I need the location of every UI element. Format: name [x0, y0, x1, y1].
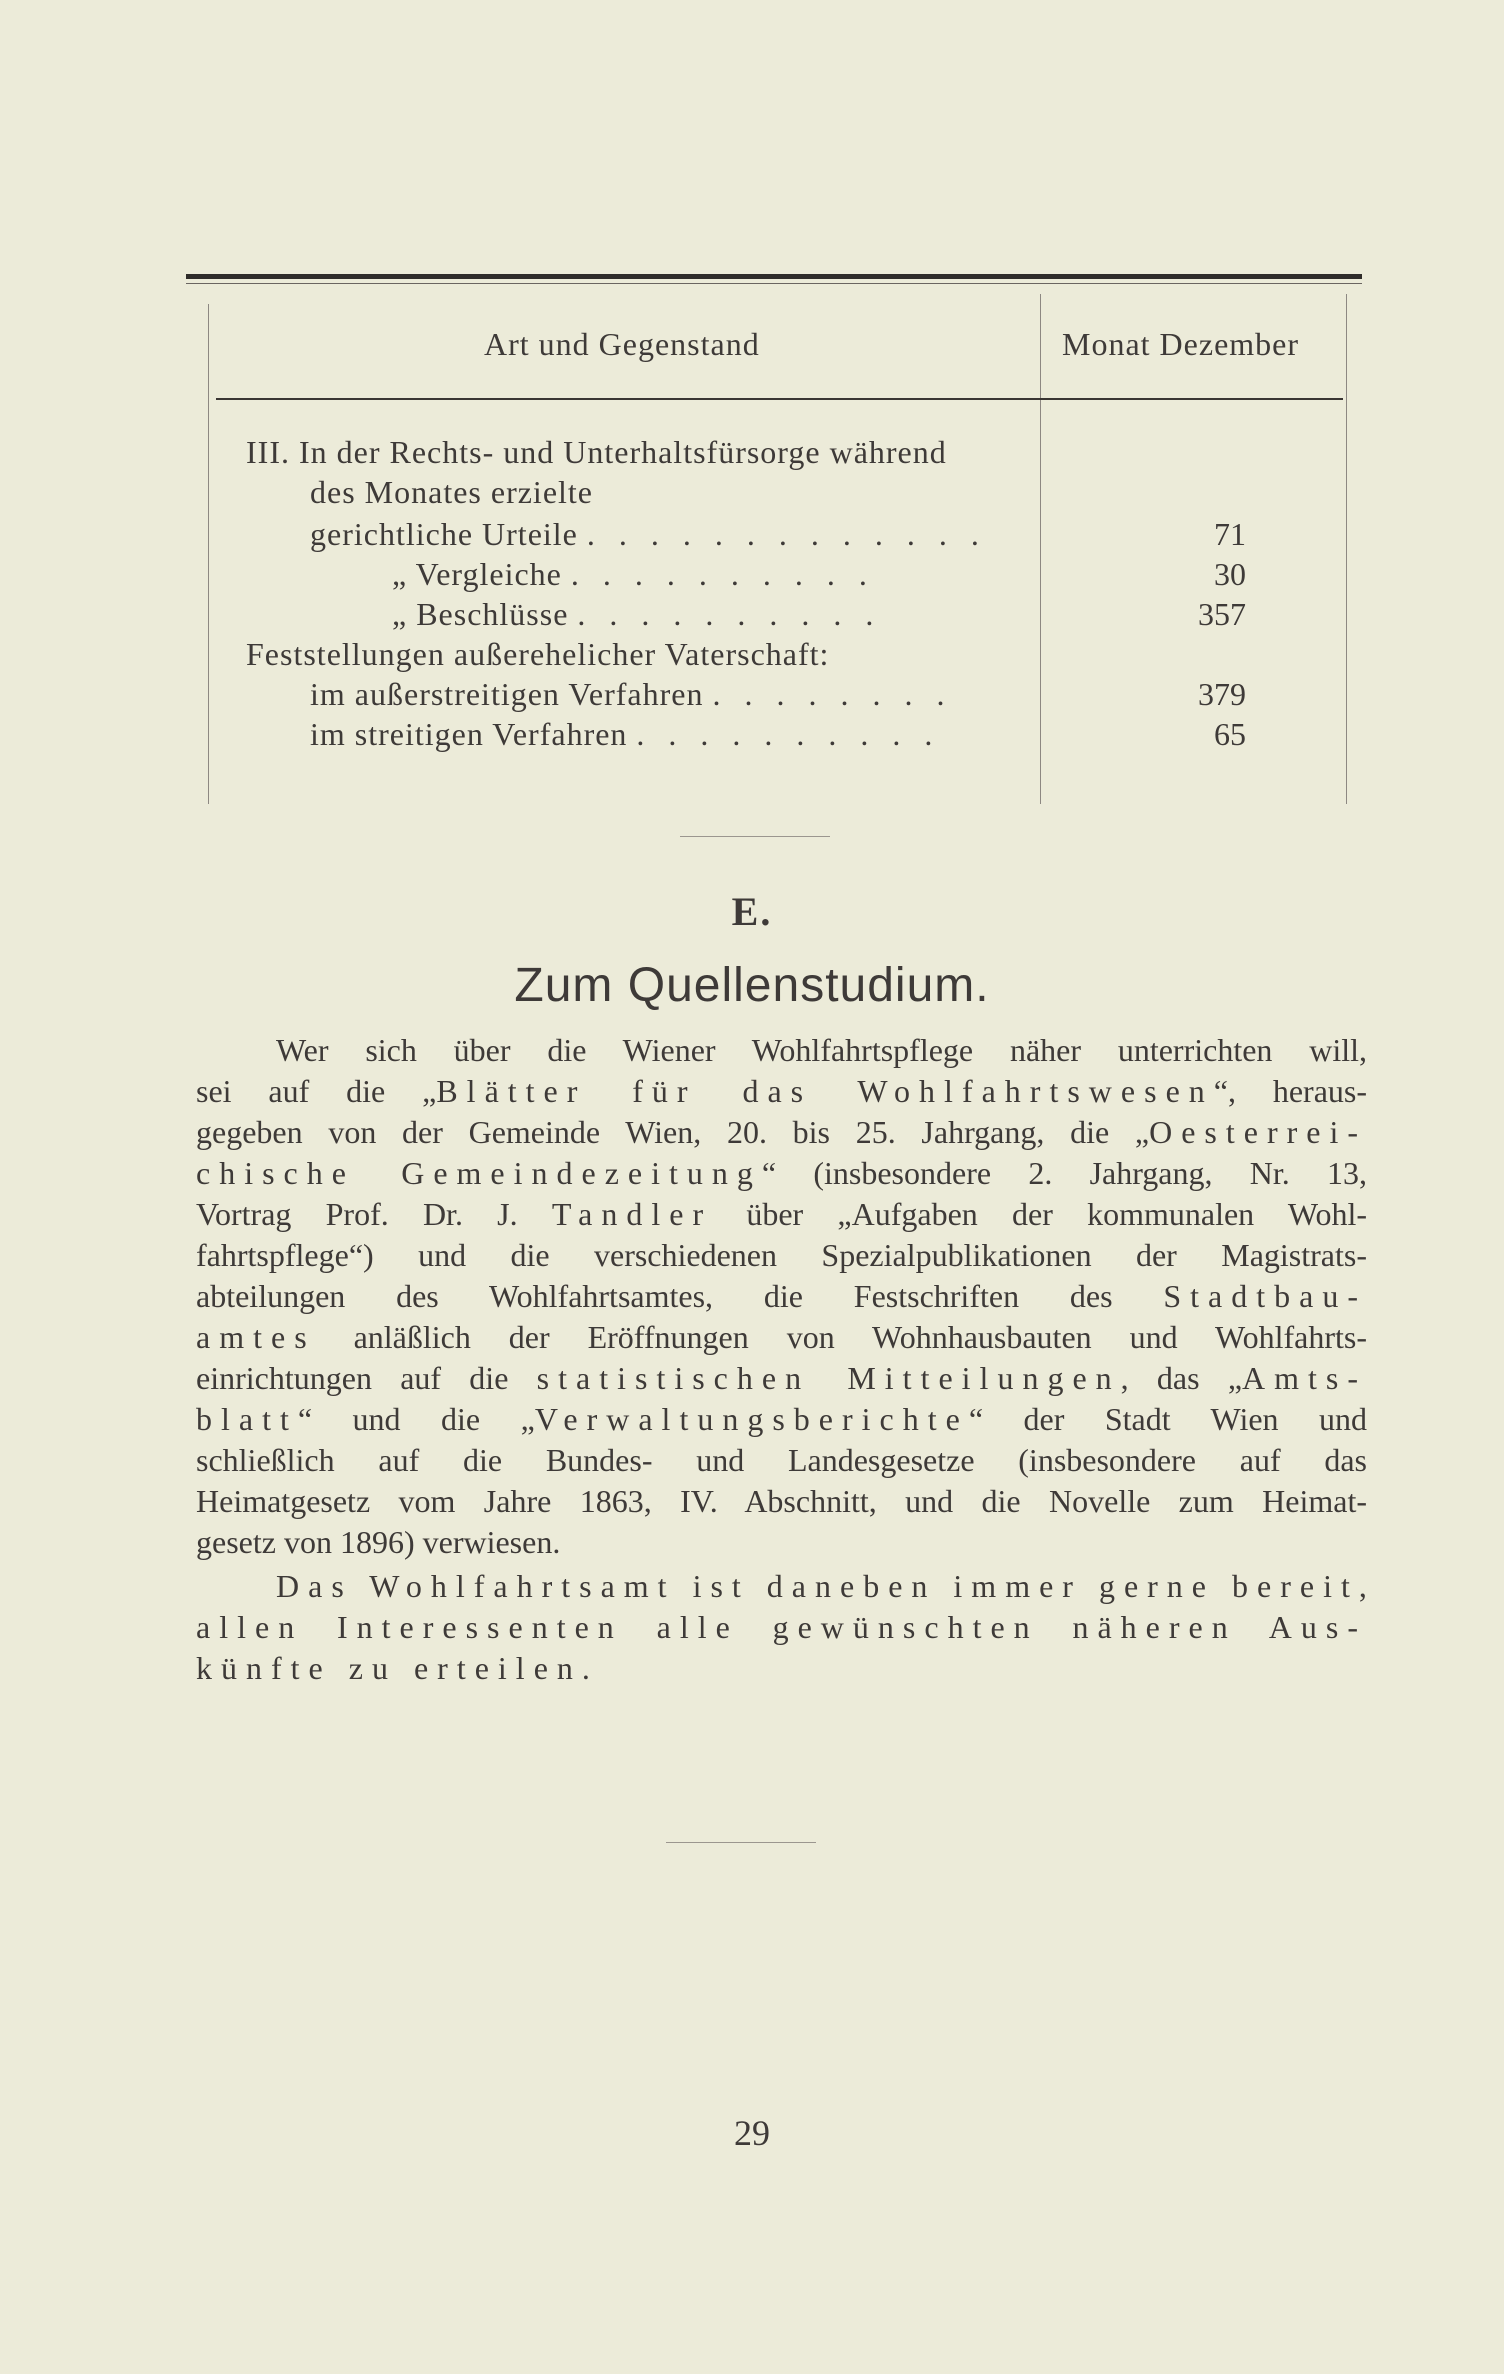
- spaced-title: Verwaltungsberichte: [534, 1401, 969, 1437]
- row-leader-dots: . . . . . . . . . .: [636, 716, 941, 752]
- statistics-table: [186, 274, 1362, 794]
- section-divider: [680, 836, 830, 837]
- text-run: abteilungen des Wohlfahrtsamtes, die Festschriften des: [196, 1278, 1164, 1314]
- table-column-divider: [1040, 294, 1041, 804]
- text-line: schließlich auf die Bundes- und Landesgesetze (insbesondere auf das: [196, 1442, 1367, 1478]
- end-divider: [666, 1842, 816, 1843]
- spaced-title: Amts-: [1242, 1360, 1368, 1396]
- table-row: [392, 554, 875, 594]
- text-line: [196, 1358, 1367, 1399]
- row-leader-dots: . . . . . . . . . . . . .: [586, 516, 987, 552]
- text-line: [196, 1112, 1367, 1153]
- spaced-title: chische Gemeindezeitung: [196, 1155, 762, 1191]
- body-paragraph: [196, 1030, 1367, 1563]
- row-value: 65: [1214, 716, 1246, 752]
- text-line: fahrtspflege“) und die verschiedenen Spezialpublikationen der Magistrats-: [196, 1237, 1367, 1273]
- text-run: “ der Stadt Wien und: [968, 1401, 1368, 1437]
- text-line: Wer sich über die Wiener Wohlfahrtspflege näher unterrichten will,: [276, 1032, 1367, 1068]
- row-value: 357: [1198, 596, 1246, 632]
- text-line: Das Wohlfahrtsamt ist daneben immer gerne bereit,: [276, 1568, 1376, 1604]
- table-right-border: [1346, 294, 1347, 804]
- text-line: [196, 1194, 1367, 1235]
- row-value: 379: [1198, 676, 1246, 712]
- table-row: [310, 714, 940, 754]
- text-run: sei auf die „: [196, 1073, 437, 1109]
- text-line: Heimatgesetz vom Jahre 1863, IV. Abschnitt, und die Novelle zum Heimat-: [196, 1483, 1367, 1519]
- text-run: “, heraus-: [1213, 1073, 1368, 1109]
- section-title: Zum Quellenstudium.: [514, 959, 990, 1012]
- table-subheading: Feststellungen außerehelicher Vaterschaft:: [246, 636, 830, 672]
- text-line: [196, 1399, 1367, 1440]
- text-line: [196, 1071, 1367, 1112]
- spaced-title: Blätter für das Wohlfahrtswesen: [436, 1073, 1214, 1109]
- text-line: künfte zu erteilen.: [196, 1650, 599, 1686]
- row-value: 30: [1214, 556, 1246, 592]
- text-run: über „Aufgaben der kommunalen Wohl-: [712, 1196, 1368, 1232]
- table-header-monat: Monat Dezember: [1062, 326, 1300, 362]
- table-header-art: Art und Gegenstand: [484, 326, 760, 362]
- table-row: [392, 594, 881, 634]
- table-left-border: [208, 304, 209, 804]
- text-run: Vortrag Prof. Dr. J.: [196, 1196, 552, 1232]
- text-line: allen Interessenten alle gewünschten näheren Aus-: [196, 1609, 1367, 1645]
- table-header-rule: [216, 398, 1343, 400]
- text-line: gesetz von 1896) verwiesen.: [196, 1524, 561, 1560]
- spaced-title: Stadtbau-: [1163, 1278, 1367, 1314]
- row-value: 71: [1214, 516, 1246, 552]
- spaced-title: blatt: [196, 1401, 298, 1437]
- text-run: gegeben von der Gemeinde Wien, 20. bis 25. Jahrgang, die „: [196, 1114, 1150, 1150]
- table-row: [310, 674, 952, 714]
- body-paragraph: [196, 1566, 1376, 1689]
- row-label: „ Vergleiche: [392, 556, 562, 592]
- row-label: „ Beschlüsse: [392, 596, 569, 632]
- text-line: [196, 1276, 1367, 1317]
- spaced-name: Tandler: [551, 1196, 713, 1232]
- spaced-title: Oesterrei-: [1149, 1114, 1367, 1150]
- text-line: [196, 1317, 1367, 1358]
- text-run: “ (insbesondere 2. Jahrgang, Nr. 13,: [761, 1155, 1367, 1191]
- table-row: [310, 514, 987, 554]
- page-number: 29: [734, 2113, 770, 2153]
- text-run: anläßlich der Eröffnungen von Wohnhausbauten und Wohlfahrts-: [315, 1319, 1367, 1355]
- row-leader-dots: . . . . . . . . . .: [570, 556, 875, 592]
- section-letter: E.: [731, 889, 773, 934]
- row-label: gerichtliche Urteile: [310, 516, 578, 552]
- table-intro-line: III. In der Rechts- und Unterhaltsfürsorge während: [246, 434, 947, 470]
- row-leader-dots: . . . . . . . . . .: [577, 596, 882, 632]
- row-label: im außerstreitigen Verfahren: [310, 676, 704, 712]
- spaced-title: amtes: [196, 1319, 316, 1355]
- table-top-thin-rule: [186, 283, 1362, 284]
- text-line: [196, 1153, 1367, 1194]
- text-run: “ und die „: [297, 1401, 535, 1437]
- row-leader-dots: . . . . . . . .: [712, 676, 953, 712]
- text-run: einrichtungen auf die: [196, 1360, 537, 1396]
- table-intro-line: des Monates erzielte: [310, 474, 593, 510]
- spaced-title: statistischen Mitteilungen: [536, 1360, 1121, 1396]
- table-top-rule: [186, 274, 1362, 279]
- row-label: im streitigen Verfahren: [310, 716, 628, 752]
- text-run: , das „: [1120, 1360, 1243, 1396]
